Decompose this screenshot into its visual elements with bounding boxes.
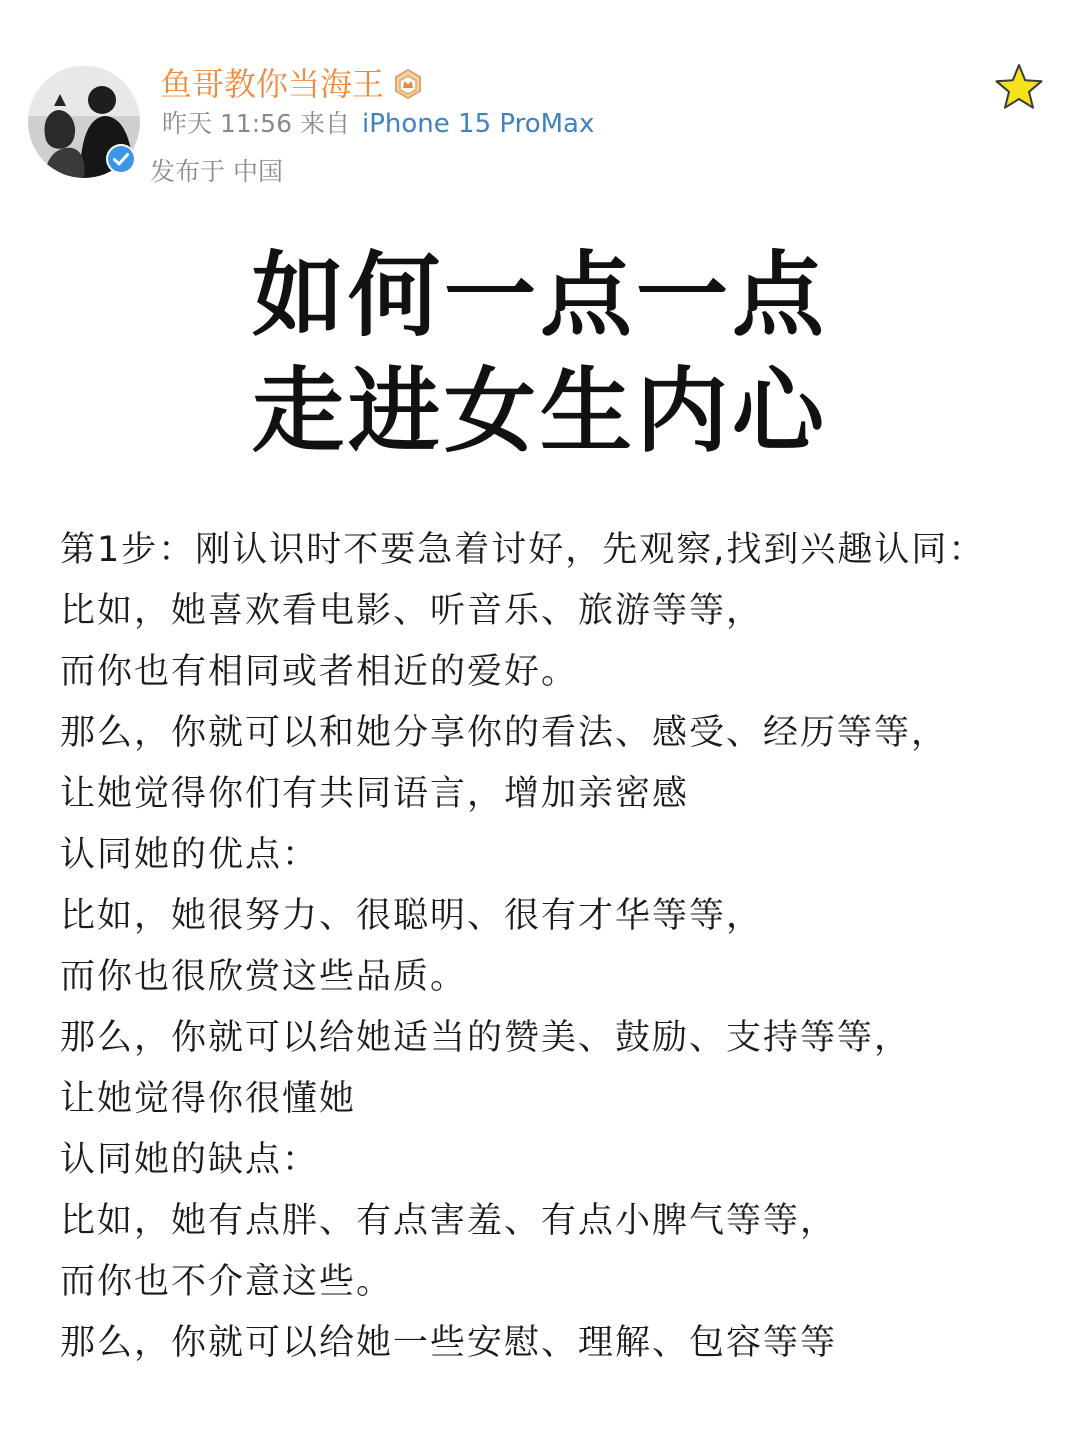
body-line: 而你也有相同或者相近的爱好。 (60, 652, 579, 692)
favorite-button[interactable] (994, 62, 1044, 112)
post-title (0, 238, 1080, 470)
body-line: 让她觉得你很懂她 (60, 1079, 357, 1119)
body-line: 认同她的缺点： (60, 1140, 320, 1180)
verified-check-icon (106, 144, 136, 174)
title-line-1: 如何一点一点 (251, 242, 828, 349)
body-line: 让她觉得你们有共同语言，增加亲密感 (60, 774, 690, 814)
post-location: 发布于 中国 (150, 157, 283, 186)
post-body (60, 520, 1050, 1374)
body-line: 比如，她喜欢看电影、听音乐、旅游等等， (60, 591, 764, 631)
star-icon (994, 62, 1044, 112)
body-line: 那么，你就可以和她分享你的看法、感受、经历等等， (60, 713, 949, 753)
post-time: 昨天 11:56 来自 (162, 109, 350, 138)
body-line: 比如，她很努力、很聪明、很有才华等等， (60, 896, 764, 936)
body-line: 认同她的优点： (60, 835, 320, 875)
author-name[interactable]: 鱼哥教你当海王 (160, 65, 385, 103)
body-line: 比如，她有点胖、有点害羞、有点小脾气等等， (60, 1201, 838, 1241)
body-line: 而你也不介意这些。 (60, 1262, 394, 1302)
body-line: 那么，你就可以给她一些安慰、理解、包容等等 (60, 1323, 838, 1363)
title-line-2: 走进女生内心 (251, 358, 828, 465)
post-source-link[interactable]: iPhone 15 ProMax (362, 109, 595, 139)
body-line: 而你也很欣赏这些品质。 (60, 957, 468, 997)
member-badge-icon (392, 68, 424, 100)
body-line: 第1步：刚认识时不要急着讨好，先观察,找到兴趣认同： (60, 530, 986, 570)
body-line: 那么，你就可以给她适当的赞美、鼓励、支持等等， (60, 1018, 912, 1058)
post-header (0, 0, 1080, 200)
